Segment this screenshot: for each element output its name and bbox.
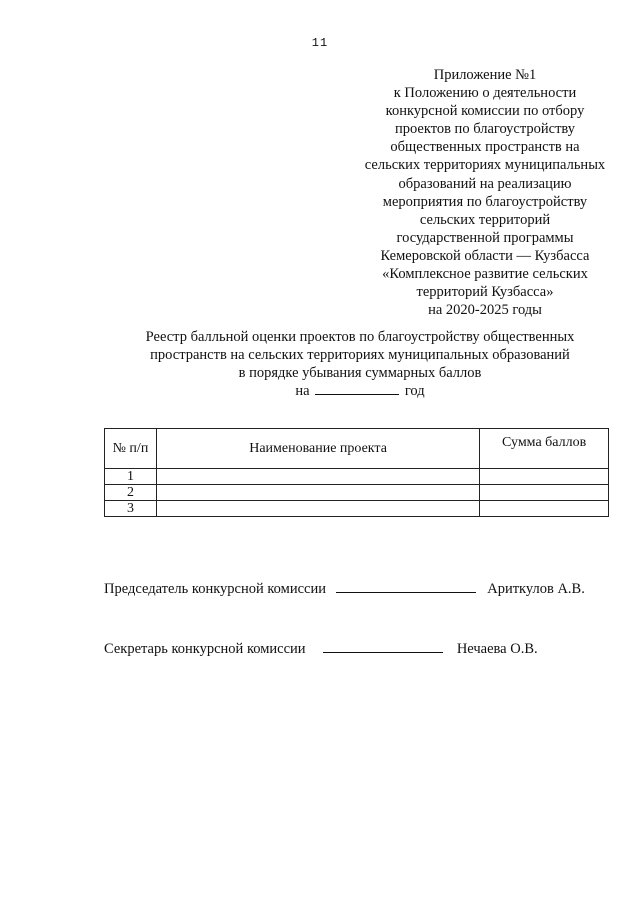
appendix-line: сельских территориях муниципальных bbox=[364, 157, 606, 174]
register-title bbox=[100, 328, 620, 400]
secretary-signature-line[interactable] bbox=[323, 640, 443, 653]
appendix-header bbox=[352, 66, 618, 319]
registry-table bbox=[104, 428, 609, 517]
row-score bbox=[480, 501, 609, 517]
appendix-line: мероприятия по благоустройству bbox=[382, 193, 588, 210]
appendix-line: «Комплексное развитие сельских bbox=[382, 266, 588, 283]
appendix-line: конкурсной комиссии по отбору bbox=[385, 103, 585, 120]
row-score bbox=[480, 485, 609, 501]
chairman-signature bbox=[104, 580, 585, 598]
appendix-line: на 2020-2025 годы bbox=[428, 302, 542, 319]
header-project-name: Наименование проекта bbox=[156, 429, 479, 469]
appendix-line: сельских территорий bbox=[419, 211, 551, 228]
title-line: Реестр балльной оценки проектов по благоустройству общественных bbox=[145, 329, 575, 345]
table-row bbox=[105, 501, 609, 517]
appendix-line: территорий Кузбасса» bbox=[416, 284, 554, 301]
secretary-name: Нечаева О.В. bbox=[456, 641, 538, 657]
title-line: пространств на сельских территориях муниципальных образований bbox=[150, 347, 570, 363]
appendix-line: образований на реализацию bbox=[398, 175, 572, 192]
appendix-line: государственной программы bbox=[396, 229, 574, 246]
row-score bbox=[480, 469, 609, 485]
date-suffix: год bbox=[404, 383, 425, 399]
table-row bbox=[105, 485, 609, 501]
table-row bbox=[105, 469, 609, 485]
row-project-name bbox=[156, 485, 479, 501]
date-line bbox=[100, 382, 620, 400]
row-number: 1 bbox=[105, 469, 157, 485]
chairman-signature-line[interactable] bbox=[336, 580, 476, 593]
appendix-line: проектов по благоустройству bbox=[394, 121, 576, 138]
title-line: в порядке убывания суммарных баллов bbox=[238, 365, 482, 381]
appendix-line: Приложение №1 bbox=[433, 67, 537, 83]
row-number: 3 bbox=[105, 501, 157, 517]
secretary-signature bbox=[104, 640, 538, 658]
row-number: 2 bbox=[105, 485, 157, 501]
chairman-name: Ариткулов А.В. bbox=[487, 581, 585, 597]
date-prefix: на bbox=[295, 383, 310, 399]
appendix-line: общественных пространств на bbox=[390, 139, 580, 156]
header-number: № п/п bbox=[105, 429, 157, 469]
date-blank[interactable] bbox=[315, 382, 399, 395]
appendix-line: Кемеровской области — Кузбасса bbox=[380, 247, 590, 264]
header-score: Сумма баллов bbox=[480, 429, 609, 469]
appendix-line: к Положению о деятельности bbox=[393, 85, 577, 102]
chairman-role: Председатель конкурсной комиссии bbox=[104, 581, 326, 597]
table-header-row bbox=[105, 429, 609, 469]
page-number: 11 bbox=[311, 36, 329, 50]
row-project-name bbox=[156, 501, 479, 517]
row-project-name bbox=[156, 469, 479, 485]
secretary-role: Секретарь конкурсной комиссии bbox=[104, 641, 306, 657]
